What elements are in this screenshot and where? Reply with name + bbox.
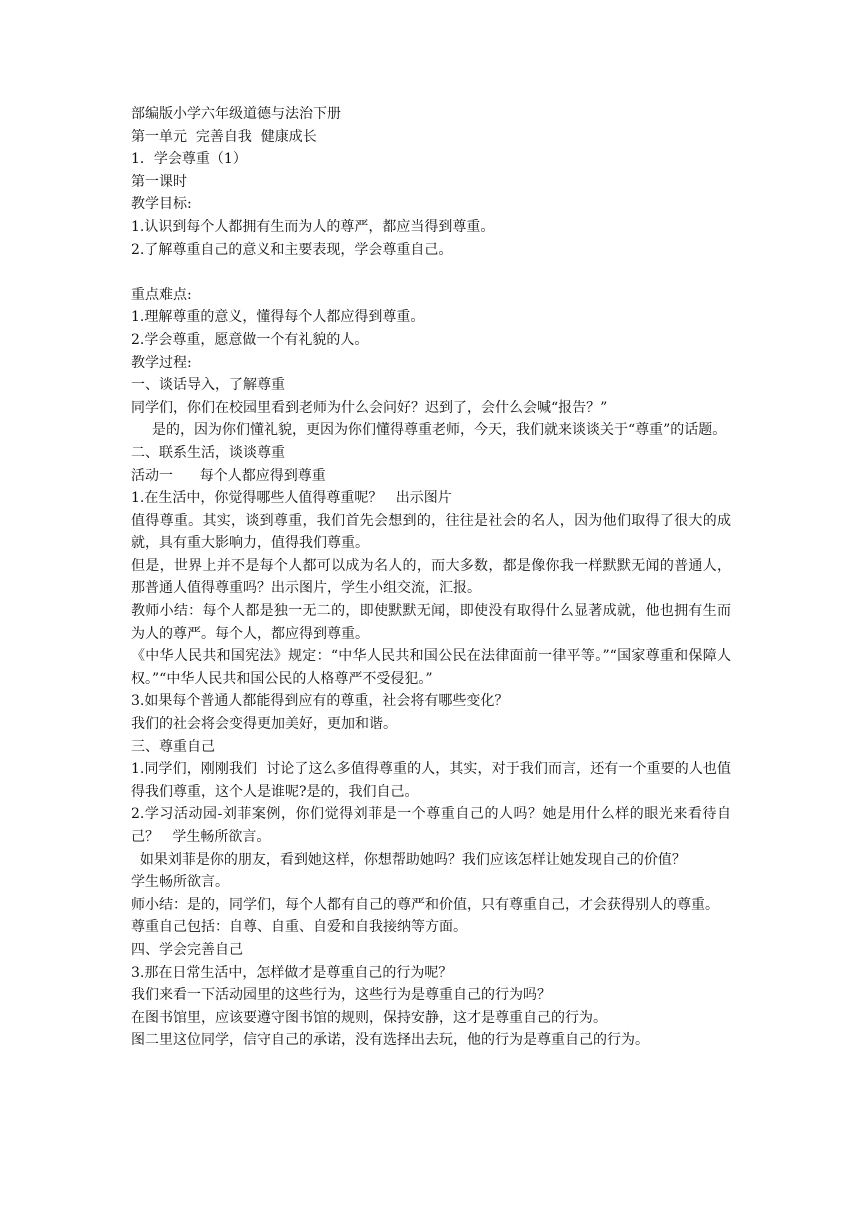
paragraph: 是的，因为你们懂礼貌，更因为你们懂得尊重老师，今天，我们就来谈谈关于“尊重”的话题。: [152, 422, 727, 439]
unit-heading: 第一单元 完善自我 健康成长: [131, 128, 317, 145]
paragraph: 学生畅所欲言。: [131, 874, 229, 891]
paragraph: 值得尊重。其实，谈到尊重，我们首先会想到的，往往是社会的名人，因为他们取得了很大的成就，具有重大影响力，值得我们尊重。: [131, 512, 731, 552]
period-heading: 第一课时: [131, 173, 187, 190]
paragraph: 我们的社会将会变得更加美好，更加和谐。: [131, 716, 397, 733]
question: 3.那在日常生活中，怎样做才是尊重自己的行为呢？: [131, 964, 453, 981]
section-heading: 四、学会完善自己: [131, 941, 243, 958]
question: 3.如果每个普通人都能得到应有的尊重，社会将有哪些变化？: [131, 693, 509, 710]
lesson-heading: 1．学会尊重（1）: [131, 151, 247, 168]
paragraph: 2.学习活动园-刘菲案例，你们觉得刘菲是一个尊重自己的人吗？她是用什么样的眼光来看待自己？ 学生畅所欲言。: [131, 806, 731, 845]
paragraph: 教师小结：每个人都是独一无二的，即使默默无闻，即使没有取得什么显著成就，他也拥有生而为人的尊严。每个人，都应得到尊重。: [131, 603, 731, 642]
blank-line: [131, 261, 731, 284]
process-heading: 教学过程:: [131, 354, 192, 371]
paragraph: 图二里这位同学，信守自己的承诺，没有选择出去玩，他的行为是尊重自己的行为。: [131, 1032, 649, 1049]
paragraph: 如果刘菲是你的朋友，看到她这样，你想帮助她吗？我们应该怎样让她发现自己的价值？: [131, 851, 686, 868]
goal-item: 1.认识到每个人都拥有生而为人的尊严，都应当得到尊重。: [131, 218, 495, 235]
paragraph: 同学们，你们在校园里看到老师为什么会问好？迟到了，会什么会喊“报告？”: [131, 399, 608, 416]
key-point-item: 1.理解尊重的意义，懂得每个人都应得到尊重。: [131, 309, 425, 326]
section-heading: 二、联系生活，谈谈尊重: [131, 444, 285, 461]
paragraph: 我们来看一下活动园里的这些行为，这些行为是尊重自己的行为吗？: [131, 987, 551, 1004]
document-title: 部编版小学六年级道德与法治下册: [131, 106, 341, 122]
section-heading: 一、谈话导入，了解尊重: [131, 377, 285, 394]
key-point-item: 2.学会尊重，愿意做一个有礼貌的人。: [131, 331, 369, 348]
paragraph: 尊重自己包括：自尊、自重、自爱和自我接纳等方面。: [131, 919, 467, 936]
goals-heading: 教学目标:: [131, 196, 192, 213]
section-heading: 三、尊重自己: [131, 738, 215, 755]
question: 1.在生活中，你觉得哪些人值得尊重呢？ 出示图片: [131, 490, 452, 507]
paragraph: 《中华人民共和国宪法》规定：“中华人民共和国公民在法律面前一律平等。”“国家尊重和保障人权。”“中华人民共和国公民的人格尊严不受侵犯。”: [131, 648, 731, 687]
goal-item: 2.了解尊重自己的意义和主要表现，学会尊重自己。: [131, 241, 453, 258]
activity-heading: 活动一 每个人都应得到尊重: [131, 467, 326, 484]
paragraph: 师小结：是的，同学们，每个人都有自己的尊严和价值，只有尊重自己，才会获得别人的尊重。: [131, 896, 719, 913]
paragraph: 在图书馆里，应该要遵守图书馆的规则，保持安静，这才是尊重自己的行为。: [131, 1009, 607, 1026]
paragraph: 1.同学们，刚刚我们 讨论了这么多值得尊重的人，其实，对于我们而言，还有一个重要的人也值得我们尊重，这个人是谁呢?是的，我们自己。: [131, 761, 731, 800]
key-points-heading: 重点难点:: [131, 286, 192, 303]
document-page: [131, 103, 731, 1052]
paragraph: 但是，世界上并不是每个人都可以成为名人的，而大多数，都是像你我一样默默无闻的普通人，那普通人值得尊重吗？出示图片，学生小组交流，汇报。: [131, 557, 731, 597]
